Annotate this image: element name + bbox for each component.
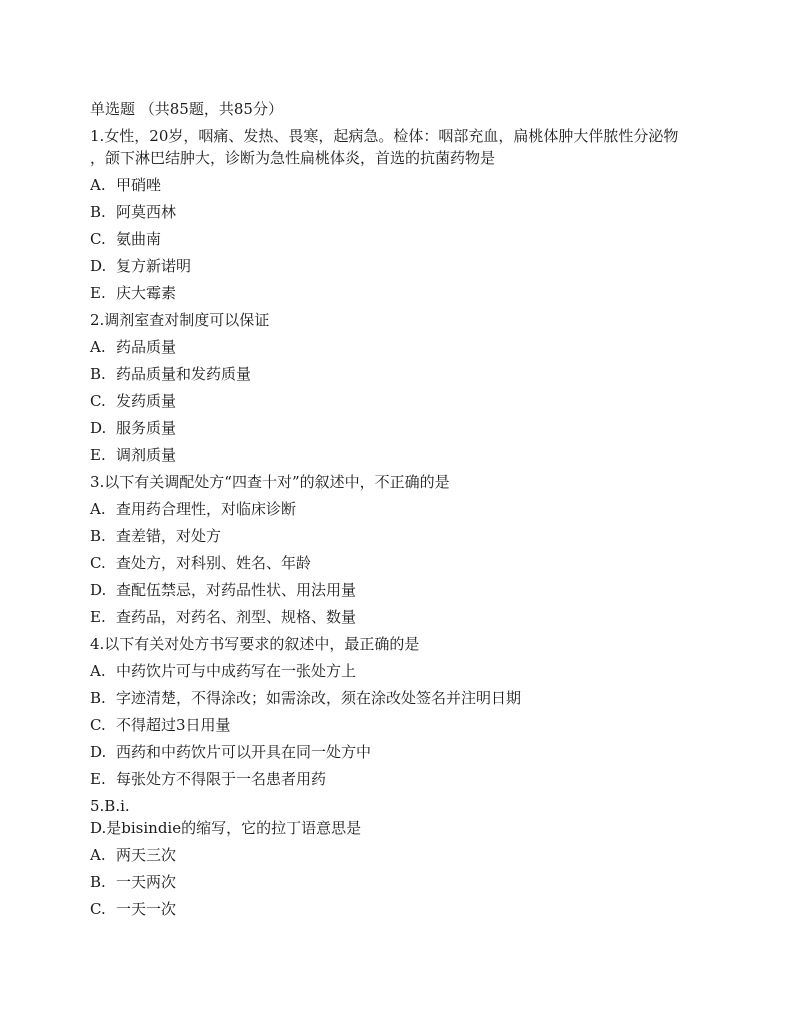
option-letter: A. <box>90 846 106 864</box>
answer-option <box>90 844 730 866</box>
option-text: 查差错，对处方 <box>116 527 222 545</box>
question-stem-line: 2.调剂室查对制度可以保证 <box>90 311 270 329</box>
option-letter: B. <box>90 689 106 707</box>
answer-option <box>90 714 730 736</box>
question-stem-line: ，颌下淋巴结肿大，诊断为急性扁桃体炎，首选的抗菌药物是 <box>90 149 496 167</box>
answer-option <box>90 525 730 547</box>
exam-page <box>90 98 730 925</box>
answer-option <box>90 390 730 412</box>
option-letter: A. <box>90 338 106 356</box>
option-text: 两天三次 <box>116 846 177 864</box>
option-letter: C. <box>90 554 106 572</box>
question-stem <box>90 633 730 655</box>
option-text: 药品质量 <box>116 338 177 356</box>
option-text: 西药和中药饮片可以开具在同一处方中 <box>116 743 372 761</box>
question-block <box>90 125 730 304</box>
option-letter: D. <box>90 743 107 761</box>
option-text: 服务质量 <box>116 419 177 437</box>
option-letter: E. <box>90 284 106 302</box>
option-letter: C. <box>90 900 106 918</box>
question-stem-line: 4.以下有关对处方书写要求的叙述中，最正确的是 <box>90 635 420 653</box>
answer-option <box>90 498 730 520</box>
answer-option <box>90 282 730 304</box>
answer-option <box>90 579 730 601</box>
option-text: 甲硝唑 <box>116 176 162 194</box>
answer-option <box>90 660 730 682</box>
answer-option <box>90 417 730 439</box>
option-letter: E. <box>90 608 106 626</box>
option-letter: B. <box>90 203 106 221</box>
question-stem <box>90 309 730 331</box>
option-letter: C. <box>90 716 106 734</box>
answer-option <box>90 606 730 628</box>
answer-option <box>90 898 730 920</box>
option-text: 中药饮片可与中成药写在一张处方上 <box>116 662 357 680</box>
question-stem-line: 1.女性，20岁，咽痛、发热、畏寒，起病急。检体：咽部充血，扁桃体肿大伴脓性分泌物 <box>90 127 679 145</box>
answer-option <box>90 741 730 763</box>
answer-option <box>90 201 730 223</box>
option-text: 不得超过3日用量 <box>116 716 231 734</box>
answer-option <box>90 768 730 790</box>
option-text: 字迹清楚，不得涂改；如需涂改，须在涂改处签名并注明日期 <box>116 689 522 707</box>
question-stem-line: 5.B.i. <box>90 797 130 815</box>
question-block <box>90 309 730 466</box>
option-letter: B. <box>90 873 106 891</box>
question-stem-line: D.是bisindie的缩写，它的拉丁语意思是 <box>90 819 362 837</box>
answer-option <box>90 255 730 277</box>
option-letter: E. <box>90 446 106 464</box>
question-block <box>90 633 730 790</box>
option-text: 查用药合理性，对临床诊断 <box>116 500 297 518</box>
option-letter: B. <box>90 365 106 383</box>
question-stem <box>90 125 730 169</box>
question-block <box>90 471 730 628</box>
question-list <box>90 125 730 920</box>
option-text: 查药品，对药名、剂型、规格、数量 <box>116 608 357 626</box>
option-text: 调剂质量 <box>116 446 177 464</box>
answer-option <box>90 552 730 574</box>
question-block <box>90 795 730 920</box>
answer-option <box>90 363 730 385</box>
answer-option <box>90 174 730 196</box>
question-stem <box>90 795 730 839</box>
answer-option <box>90 228 730 250</box>
option-text: 一天两次 <box>116 873 177 891</box>
answer-option <box>90 444 730 466</box>
option-text: 查处方，对科别、姓名、年龄 <box>116 554 312 572</box>
answer-option <box>90 871 730 893</box>
option-letter: D. <box>90 257 107 275</box>
option-letter: C. <box>90 230 106 248</box>
option-text: 一天一次 <box>116 900 177 918</box>
option-text: 药品质量和发药质量 <box>116 365 252 383</box>
option-text: 氨曲南 <box>116 230 162 248</box>
option-letter: D. <box>90 581 107 599</box>
answer-option <box>90 687 730 709</box>
option-text: 庆大霉素 <box>116 284 177 302</box>
question-stem <box>90 471 730 493</box>
question-stem-line: 3.以下有关调配处方“四查十对”的叙述中，不正确的是 <box>90 473 450 491</box>
answer-option <box>90 336 730 358</box>
option-text: 复方新诺明 <box>116 257 192 275</box>
option-letter: E. <box>90 770 106 788</box>
option-text: 阿莫西林 <box>116 203 177 221</box>
option-text: 查配伍禁忌，对药品性状、用法用量 <box>116 581 357 599</box>
option-letter: B. <box>90 527 106 545</box>
section-title: 单选题 （共85题，共85分） <box>90 100 283 118</box>
option-letter: C. <box>90 392 106 410</box>
option-text: 每张处方不得限于一名患者用药 <box>116 770 327 788</box>
option-letter: D. <box>90 419 107 437</box>
option-text: 发药质量 <box>116 392 177 410</box>
option-letter: A. <box>90 176 106 194</box>
option-letter: A. <box>90 662 106 680</box>
option-letter: A. <box>90 500 106 518</box>
